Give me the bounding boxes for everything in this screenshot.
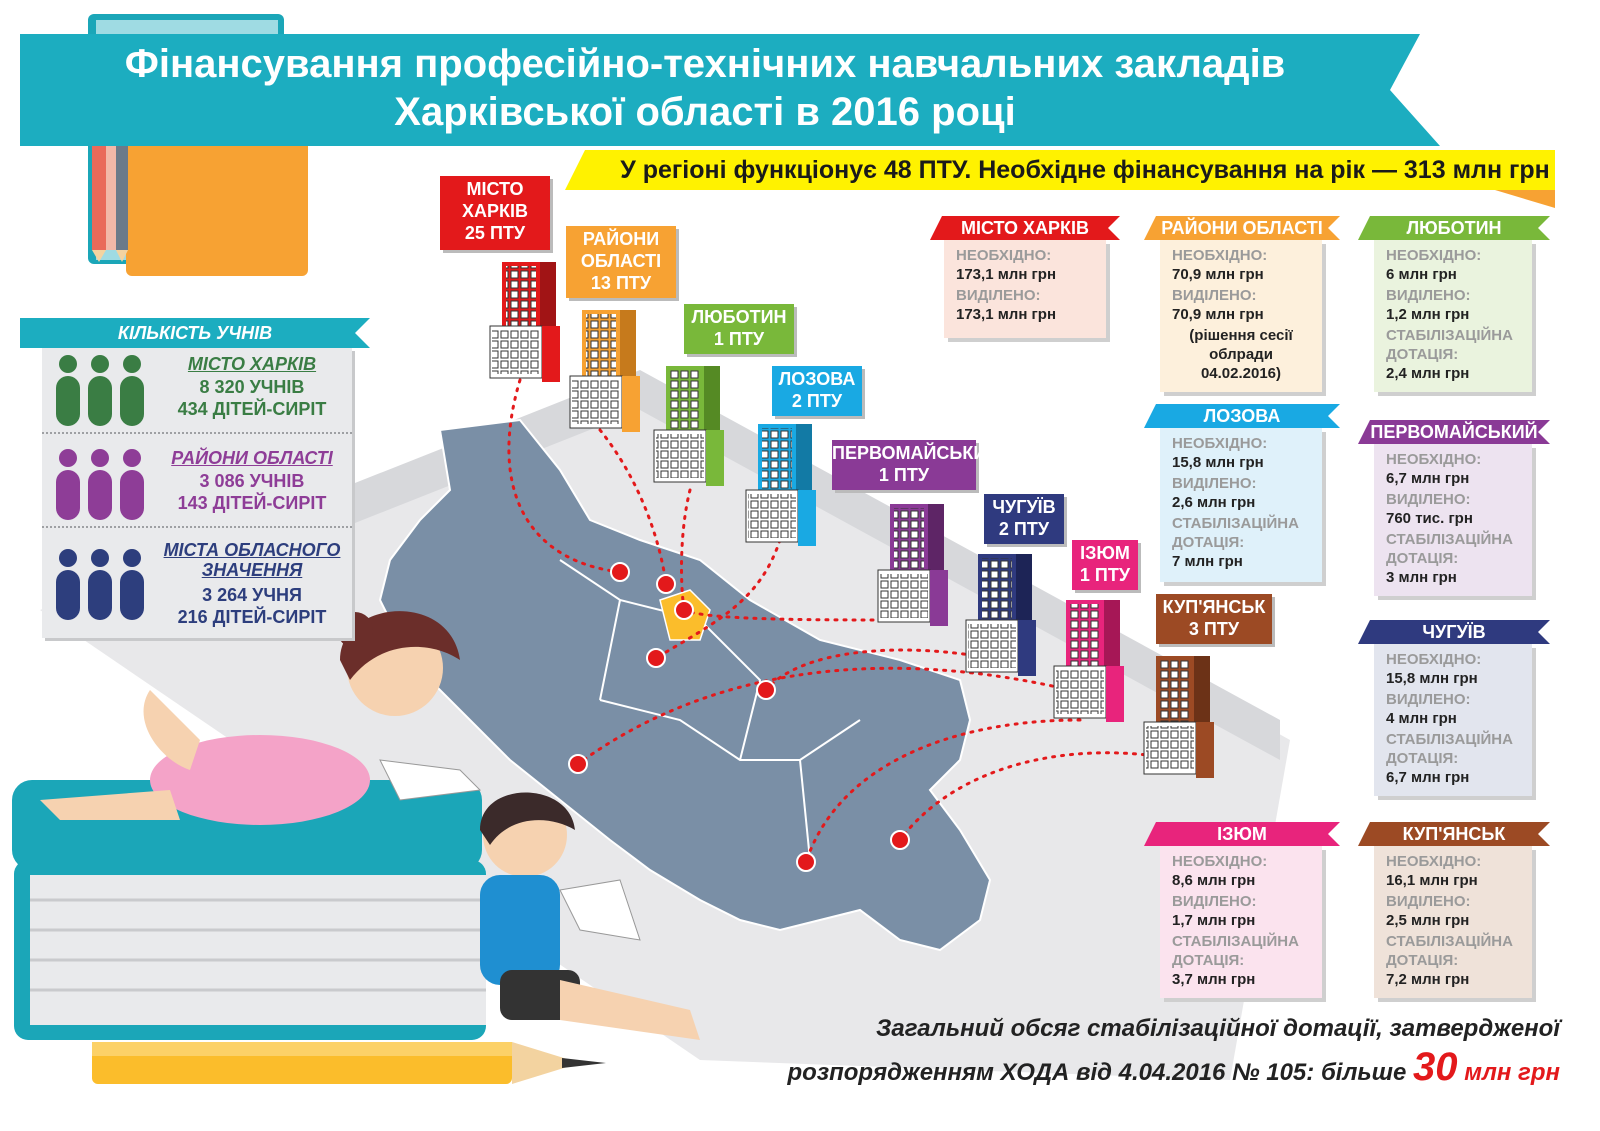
need-value: 15,8 млн грн: [1172, 454, 1264, 471]
alloc-label: ВИДІЛЕНО:: [1386, 893, 1471, 910]
ptu-line: ПЕРВОМАЙСЬКИЙ: [832, 443, 1000, 463]
stab-label: СТАБІЛІЗАЦІЙНА: [1386, 531, 1513, 548]
group-name: МІСТО ХАРКІВ: [187, 354, 317, 374]
ptu-label-izium: [1072, 540, 1138, 590]
title-line-1: Фінансування професійно-технічних навчальних закладів: [124, 42, 1286, 86]
card-rayony: [1160, 240, 1322, 392]
alloc-value: 70,9 млн грн: [1172, 306, 1264, 323]
stab-label: СТАБІЛІЗАЦІЙНА: [1386, 933, 1513, 950]
card-kharkiv: [944, 240, 1106, 338]
card-pervomaiskyi: [1374, 444, 1532, 596]
ptu-count: 1 ПТУ: [1079, 565, 1131, 585]
stab-label: ДОТАЦІЯ:: [1172, 534, 1245, 551]
ptu-line: РАЙОНИ: [582, 229, 660, 249]
ptu-label-pervomaiskyi: [832, 440, 1000, 490]
students-header: КІЛЬКІСТЬ УЧНІВ: [117, 323, 273, 343]
stab-value: 6,7 млн грн: [1386, 769, 1470, 786]
ptu-line: ЛОЗОВА: [778, 369, 856, 389]
footer-unit: млн грн: [1464, 1059, 1560, 1086]
need-label: НЕОБХІДНО:: [1386, 651, 1482, 668]
ptu-label-rayony: [566, 226, 676, 298]
note-line: 04.02.2016): [1200, 365, 1282, 382]
alloc-label: ВИДІЛЕНО:: [1172, 893, 1257, 910]
need-label: НЕОБХІДНО:: [1386, 247, 1482, 264]
group-orphans: 216 ДІТЕЙ-СИРІТ: [177, 607, 327, 627]
need-label: НЕОБХІДНО:: [1172, 247, 1268, 264]
stab-value: 3,7 млн грн: [1172, 971, 1256, 988]
stab-value: 7 млн грн: [1172, 553, 1243, 570]
card-izium: [1160, 846, 1322, 998]
card-title-lozova: ЛОЗОВА: [1203, 406, 1281, 426]
stab-label: СТАБІЛІЗАЦІЙНА: [1172, 515, 1299, 532]
group-name: РАЙОНИ ОБЛАСТІ: [171, 448, 333, 468]
ptu-count: 3 ПТУ: [1188, 619, 1240, 639]
group-students: 3 264 УЧНЯ: [202, 585, 302, 605]
stab-label: СТАБІЛІЗАЦІЙНА: [1172, 933, 1299, 950]
group-name-line-2: ЗНАЧЕННЯ: [201, 560, 303, 580]
stab-value: 3 млн грн: [1386, 569, 1457, 586]
group-name-line-1: МІСТА ОБЛАСНОГО: [163, 540, 341, 560]
ptu-count: 1 ПТУ: [713, 329, 765, 349]
need-label: НЕОБХІДНО:: [1172, 853, 1268, 870]
note-line: облради: [1209, 346, 1273, 363]
need-value: 16,1 млн грн: [1386, 872, 1478, 889]
card-chuhuiv: [1374, 644, 1532, 796]
need-label: НЕОБХІДНО:: [956, 247, 1052, 264]
title-line-2: Харківської області в 2016 році: [394, 90, 1016, 134]
stab-value: 2,4 млн грн: [1386, 365, 1470, 382]
ptu-count: 1 ПТУ: [878, 465, 930, 485]
alloc-value: 2,6 млн грн: [1172, 494, 1256, 511]
ptu-line: МІСТО: [466, 179, 524, 199]
card-title-chuhuiv: ЧУГУЇВ: [1422, 622, 1486, 642]
card-title-pervomaiskyi: ПЕРВОМАЙСЬКИЙ: [1370, 422, 1538, 442]
footer-line-2: [700, 1045, 1560, 1092]
stab-value: 7,2 млн грн: [1386, 971, 1470, 988]
card-kupiansk: [1374, 846, 1532, 998]
group-students: 3 086 УЧНІВ: [199, 471, 305, 491]
alloc-value: 2,5 млн грн: [1386, 912, 1470, 929]
need-label: НЕОБХІДНО:: [1386, 853, 1482, 870]
ptu-count: 2 ПТУ: [998, 519, 1050, 539]
stab-label: ДОТАЦІЯ:: [1386, 952, 1459, 969]
need-value: 6,7 млн грн: [1386, 470, 1470, 487]
stab-label: ДОТАЦІЯ:: [1172, 952, 1245, 969]
stab-label: СТАБІЛІЗАЦІЙНА: [1386, 731, 1513, 748]
card-lyubotyn: [1374, 240, 1532, 392]
ptu-label-lyubotyn: [684, 304, 794, 354]
ptu-label-kharkiv: [440, 176, 550, 250]
need-value: 15,8 млн грн: [1386, 670, 1478, 687]
need-value: 173,1 млн грн: [956, 266, 1057, 283]
footer-note: [700, 1010, 1560, 1092]
card-lozova: [1160, 428, 1322, 582]
need-value: 70,9 млн грн: [1172, 266, 1264, 283]
card-title-kupiansk: КУП'ЯНСЬК: [1402, 824, 1506, 844]
note-line: (рішення сесії: [1189, 327, 1293, 344]
ptu-line: КУП'ЯНСЬК: [1162, 597, 1266, 617]
ptu-label-lozova: [772, 366, 862, 416]
footer-amount: 30: [1413, 1045, 1458, 1089]
stab-label: ДОТАЦІЯ:: [1386, 750, 1459, 767]
ptu-line: ОБЛАСТІ: [580, 251, 662, 271]
group-orphans: 434 ДІТЕЙ-СИРІТ: [177, 399, 327, 419]
stab-label: СТАБІЛІЗАЦІЙНА: [1386, 327, 1513, 344]
alloc-label: ВИДІЛЕНО:: [956, 287, 1041, 304]
alloc-value: 4 млн грн: [1386, 710, 1457, 727]
divider: [42, 432, 352, 434]
ptu-line: ЧУГУЇВ: [992, 497, 1056, 517]
divider: [42, 526, 352, 528]
page-title: [40, 40, 1370, 136]
students-group-kharkiv: [42, 348, 352, 440]
ptu-line: ІЗЮМ: [1080, 543, 1130, 563]
need-value: 8,6 млн грн: [1172, 872, 1256, 889]
card-title-izium: ІЗЮМ: [1217, 824, 1267, 844]
ptu-label-kupiansk: [1156, 594, 1272, 644]
ptu-line: ХАРКІВ: [462, 201, 528, 221]
footer-line-1: Загальний обсяг стабілізаційної дотації, затвердженої: [876, 1015, 1560, 1042]
alloc-label: ВИДІЛЕНО:: [1386, 491, 1471, 508]
need-label: НЕОБХІДНО:: [1386, 451, 1482, 468]
group-orphans: 143 ДІТЕЙ-СИРІТ: [177, 493, 327, 513]
stab-label: ДОТАЦІЯ:: [1386, 550, 1459, 567]
stab-label: ДОТАЦІЯ:: [1386, 346, 1459, 363]
ptu-label-chuhuiv: [984, 494, 1064, 544]
students-panel: [42, 348, 352, 638]
footer-line-2-text: розпорядженням ХОДА від 4.04.2016 № 105: більше: [787, 1059, 1407, 1086]
alloc-label: ВИДІЛЕНО:: [1386, 287, 1471, 304]
ptu-count: 2 ПТУ: [791, 391, 843, 411]
people-icon: [50, 446, 150, 526]
alloc-label: ВИДІЛЕНО:: [1172, 475, 1257, 492]
need-value: 6 млн грн: [1386, 266, 1457, 283]
students-group-cities: [42, 534, 352, 638]
ptu-count: 13 ПТУ: [590, 273, 652, 293]
students-group-rayony: [42, 442, 352, 534]
alloc-label: ВИДІЛЕНО:: [1386, 691, 1471, 708]
card-title-lyubotyn: ЛЮБОТИН: [1406, 218, 1502, 238]
ptu-line: ЛЮБОТИН: [691, 307, 787, 327]
card-title-rayony: РАЙОНИ ОБЛАСТІ: [1161, 218, 1323, 238]
card-title-kharkiv: МІСТО ХАРКІВ: [960, 218, 1090, 238]
alloc-label: ВИДІЛЕНО:: [1172, 287, 1257, 304]
people-icon: [50, 352, 150, 432]
group-students: 8 320 УЧНІВ: [199, 377, 305, 397]
alloc-value: 760 тис. грн: [1386, 510, 1473, 527]
subtitle: У регіоні функціонує 48 ПТУ. Необхідне фінансування на рік — 313 млн грн: [620, 156, 1550, 184]
need-label: НЕОБХІДНО:: [1172, 435, 1268, 452]
people-icon: [50, 546, 150, 626]
alloc-value: 1,2 млн грн: [1386, 306, 1470, 323]
alloc-value: 1,7 млн грн: [1172, 912, 1256, 929]
alloc-value: 173,1 млн грн: [956, 306, 1057, 323]
ptu-count: 25 ПТУ: [464, 223, 526, 243]
